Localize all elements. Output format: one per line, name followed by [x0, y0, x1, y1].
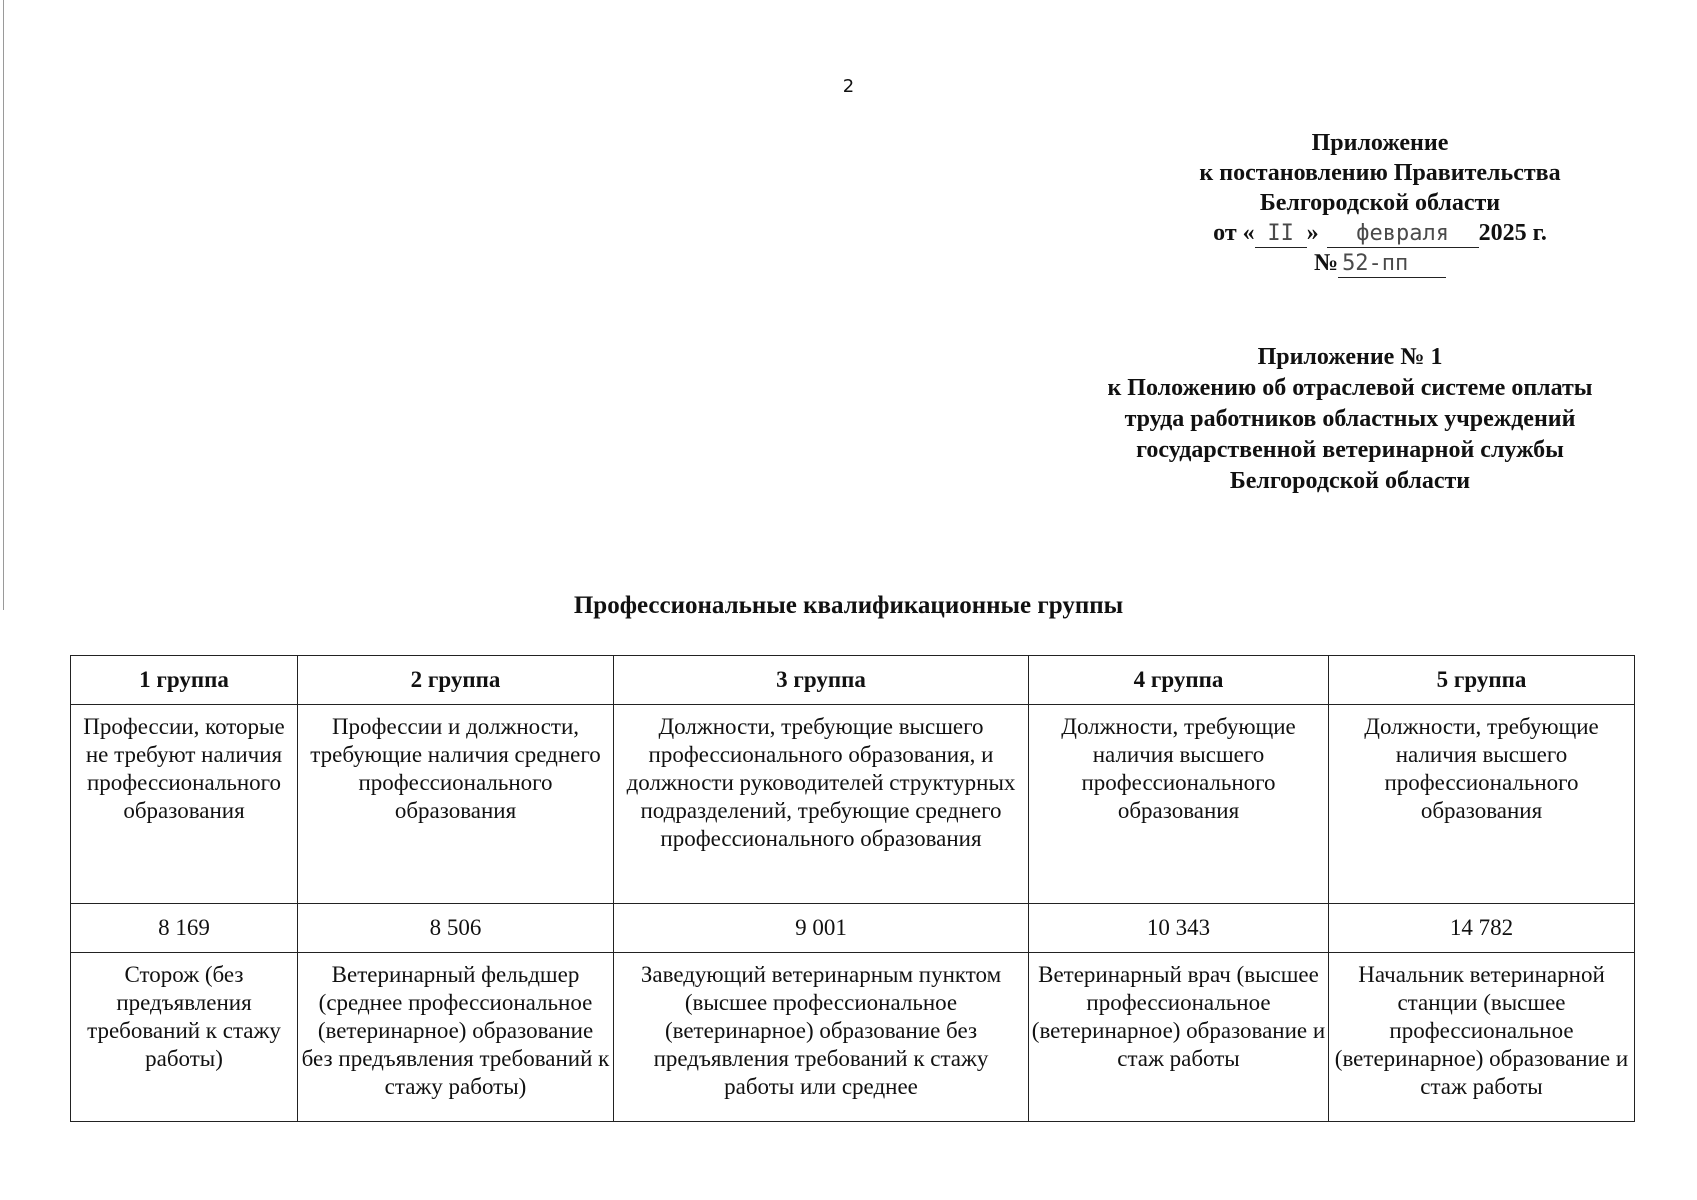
appendix-number-line — [1120, 248, 1640, 278]
description-cell: Профессии, которые не требуют наличия профессионального образования — [71, 705, 298, 904]
appendix1-line-4: государственной ветеринарной службы — [1136, 437, 1564, 463]
appendix1-header — [1050, 342, 1650, 497]
number-prefix: № — [1313, 250, 1339, 276]
header-cell: 1 группа — [71, 656, 298, 705]
salary-row — [71, 904, 1635, 953]
appendix-header — [1120, 128, 1640, 278]
appendix-title: Приложение — [1311, 130, 1449, 156]
appendix-line-2: к постановлению Правительства — [1199, 160, 1561, 186]
salary-cell: 10 343 — [1029, 904, 1329, 953]
appendix1-line-1: Приложение № 1 — [1257, 344, 1443, 370]
position-example-cell: Ветеринарный врач (высшее профессиональное (ветеринарное) образование и стаж работы — [1029, 953, 1329, 1122]
description-row — [71, 705, 1635, 904]
qualification-groups-table — [70, 655, 1635, 1122]
appendix-date-line — [1120, 218, 1640, 248]
header-cell: 2 группа — [298, 656, 614, 705]
salary-cell: 14 782 — [1329, 904, 1635, 953]
position-example-cell: Начальник ветеринарной станции (высшее профессиональное (ветеринарное) образование и стаж работы — [1329, 953, 1635, 1122]
appendix1-line-3: труда работников областных учреждений — [1124, 406, 1576, 432]
date-day: II — [1255, 221, 1307, 248]
position-example-cell: Ветеринарный фельдшер (среднее профессиональное (ветеринарное) образование без предъявления требований к стажу работы) — [298, 953, 614, 1122]
salary-cell: 8 506 — [298, 904, 614, 953]
description-cell: Должности, требующие высшего профессионального образования, и должности руководителей структурных подразделений, требующие среднего профессионального образования — [614, 705, 1029, 904]
date-mid: » — [1306, 220, 1319, 246]
position-example-cell: Заведующий ветеринарным пунктом (высшее профессиональное (ветеринарное) образование без предъявления требований к стажу работы или среднее — [614, 953, 1029, 1122]
appendix1-line-2: к Положению об отраслевой системе оплаты — [1107, 375, 1593, 401]
appendix-line-3: Белгородской области — [1259, 190, 1501, 216]
date-year: 2025 г. — [1478, 220, 1547, 246]
header-cell: 5 группа — [1329, 656, 1635, 705]
description-cell: Профессии и должности, требующие наличия среднего профессионального образования — [298, 705, 614, 904]
description-cell: Должности, требующие наличия высшего профессионального образования — [1329, 705, 1635, 904]
position-example-cell: Сторож (без предъявления требований к стажу работы) — [71, 953, 298, 1122]
header-row — [71, 656, 1635, 705]
document-number: 52-пп — [1338, 251, 1446, 278]
salary-cell: 8 169 — [71, 904, 298, 953]
position-example-row — [71, 953, 1635, 1122]
header-cell: 3 группа — [614, 656, 1029, 705]
header-cell: 4 группа — [1029, 656, 1329, 705]
date-month: февраля — [1327, 221, 1479, 248]
date-prefix: от « — [1213, 220, 1255, 246]
appendix1-line-5: Белгородской области — [1229, 468, 1471, 494]
table-title: Профессиональные квалификационные группы — [573, 592, 1124, 619]
description-cell: Должности, требующие наличия высшего профессионального образования — [1029, 705, 1329, 904]
page-number: 2 — [842, 76, 855, 97]
salary-cell: 9 001 — [614, 904, 1029, 953]
